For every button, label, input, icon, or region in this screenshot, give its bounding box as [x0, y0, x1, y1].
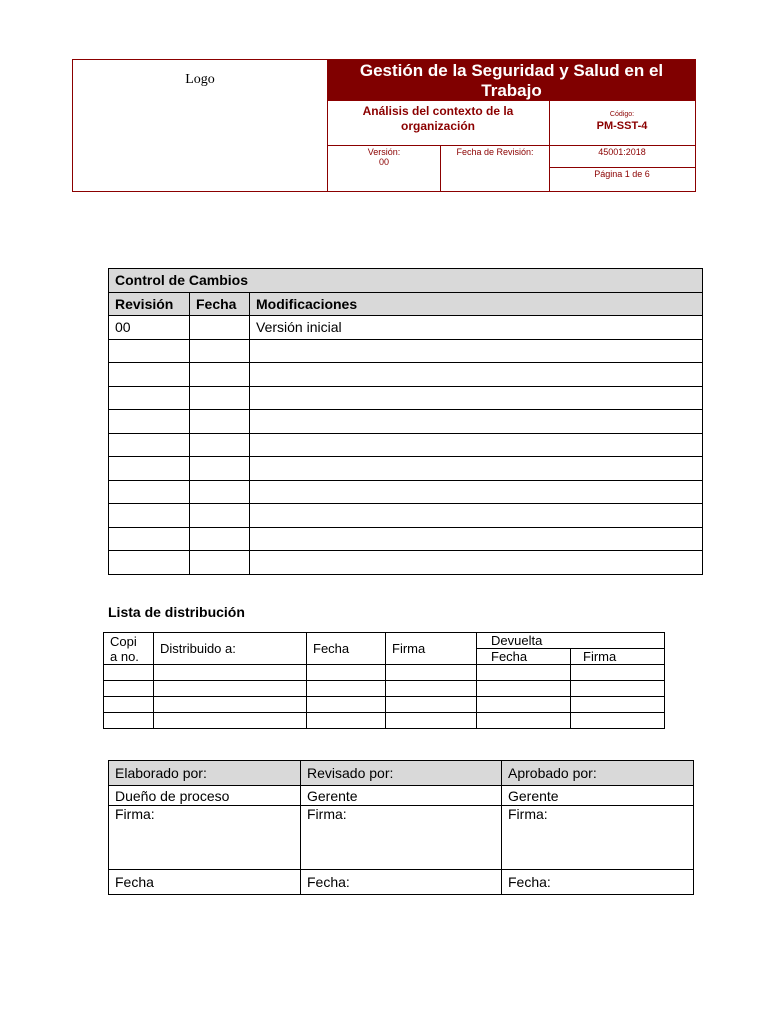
distribution-title: Lista de distribución — [108, 604, 245, 620]
elaborado-label: Elaborado por: — [109, 761, 301, 786]
dist-col-devuelta: Devuelta — [477, 633, 665, 649]
version-field — [328, 147, 440, 167]
firma-revisado: Firma: — [301, 806, 502, 870]
changes-cell-fecha — [190, 363, 250, 387]
elaborado-by: Dueño de proceso — [109, 786, 301, 806]
changes-cell-modificaciones — [250, 363, 703, 387]
changes-cell-modificaciones — [250, 480, 703, 504]
changes-col-fecha: Fecha — [190, 292, 250, 316]
aprobado-label: Aprobado por: — [502, 761, 694, 786]
changes-table — [108, 268, 703, 575]
changes-cell-revision — [109, 339, 190, 363]
distribution-cell — [104, 697, 154, 713]
changes-cell-modificaciones — [250, 504, 703, 528]
changes-cell-revision — [109, 551, 190, 575]
changes-title: Control de Cambios — [109, 269, 703, 293]
dist-col-fecha: Fecha — [307, 633, 386, 665]
changes-cell-fecha — [190, 316, 250, 340]
distribution-cell — [104, 713, 154, 729]
changes-row — [109, 504, 703, 528]
fecha-elaborado: Fecha — [109, 870, 301, 895]
revisado-label: Revisado por: — [301, 761, 502, 786]
changes-row — [109, 457, 703, 481]
distribution-row — [104, 681, 665, 697]
changes-cell-fecha — [190, 339, 250, 363]
distribution-cell — [154, 665, 307, 681]
distribution-cell — [104, 681, 154, 697]
distribution-row — [104, 697, 665, 713]
distribution-cell — [307, 713, 386, 729]
changes-cell-modificaciones — [250, 527, 703, 551]
changes-col-modificaciones: Modificaciones — [250, 292, 703, 316]
changes-cell-fecha — [190, 433, 250, 457]
changes-cell-revision — [109, 480, 190, 504]
document-subtitle: Análisis del contexto de la organización — [362, 104, 514, 133]
dist-col-copia: Copi a no. — [104, 633, 154, 665]
firma-elaborado: Firma: — [109, 806, 301, 870]
distribution-cell — [571, 681, 665, 697]
changes-cell-revision — [109, 504, 190, 528]
norma-value: 45001:2018 — [598, 147, 646, 157]
changes-cell-modificaciones — [250, 551, 703, 575]
distribution-cell — [386, 681, 477, 697]
fecha-revisado: Fecha: — [301, 870, 502, 895]
approval-table — [108, 760, 694, 895]
changes-col-revision: Revisión — [109, 292, 190, 316]
changes-cell-modificaciones — [250, 386, 703, 410]
distribution-cell — [386, 665, 477, 681]
changes-row — [109, 527, 703, 551]
changes-cell-modificaciones — [250, 457, 703, 481]
distribution-cell — [154, 681, 307, 697]
dist-sub-firma: Firma — [571, 649, 665, 665]
changes-cell-fecha — [190, 504, 250, 528]
distribution-cell — [307, 665, 386, 681]
changes-row — [109, 316, 703, 340]
changes-cell-revision — [109, 410, 190, 434]
codigo-label: Código: — [609, 111, 635, 118]
changes-cell-fecha — [190, 386, 250, 410]
changes-cell-revision — [109, 363, 190, 387]
logo-placeholder: Logo — [73, 60, 328, 191]
distribution-cell — [154, 713, 307, 729]
distribution-cell — [154, 697, 307, 713]
distribution-cell — [307, 697, 386, 713]
distribution-cell — [104, 665, 154, 681]
dist-col-distribuido: Distribuido a: — [154, 633, 307, 665]
distribution-cell — [386, 713, 477, 729]
distribution-cell — [477, 665, 571, 681]
changes-row — [109, 410, 703, 434]
changes-cell-modificaciones — [250, 339, 703, 363]
changes-row — [109, 433, 703, 457]
firma-aprobado: Firma: — [502, 806, 694, 870]
changes-cell-fecha — [190, 480, 250, 504]
version-label: Versión: — [367, 147, 401, 157]
changes-row — [109, 363, 703, 387]
changes-row — [109, 551, 703, 575]
document-title: Gestión de la Seguridad y Salud en el Trabajo — [328, 60, 695, 100]
dist-sub-fecha: Fecha — [477, 649, 571, 665]
page-number: Página 1 de 6 — [594, 169, 650, 179]
revisado-by: Gerente — [301, 786, 502, 806]
changes-cell-fecha — [190, 457, 250, 481]
changes-cell-modificaciones: Versión inicial — [250, 316, 703, 340]
changes-cell-fecha — [190, 551, 250, 575]
distribution-row — [104, 713, 665, 729]
changes-cell-fecha — [190, 527, 250, 551]
version-value: 00 — [378, 157, 389, 167]
distribution-cell — [571, 697, 665, 713]
changes-cell-revision — [109, 457, 190, 481]
changes-cell-revision — [109, 527, 190, 551]
distribution-table — [103, 632, 665, 729]
fecha-revision-label: Fecha de Revisión: — [456, 147, 534, 157]
distribution-cell — [477, 681, 571, 697]
distribution-cell — [571, 713, 665, 729]
distribution-cell — [386, 697, 477, 713]
aprobado-by: Gerente — [502, 786, 694, 806]
distribution-cell — [307, 681, 386, 697]
changes-row — [109, 339, 703, 363]
document-header — [72, 59, 696, 192]
changes-cell-modificaciones — [250, 410, 703, 434]
distribution-cell — [477, 713, 571, 729]
changes-cell-revision — [109, 433, 190, 457]
distribution-row — [104, 665, 665, 681]
changes-cell-modificaciones — [250, 433, 703, 457]
codigo-value: PM-SST-4 — [596, 120, 648, 132]
distribution-cell — [571, 665, 665, 681]
changes-cell-fecha — [190, 410, 250, 434]
changes-row — [109, 386, 703, 410]
distribution-cell — [477, 697, 571, 713]
changes-cell-revision — [109, 386, 190, 410]
changes-cell-revision: 00 — [109, 316, 190, 340]
dist-col-firma: Firma — [386, 633, 477, 665]
fecha-aprobado: Fecha: — [502, 870, 694, 895]
changes-row — [109, 480, 703, 504]
